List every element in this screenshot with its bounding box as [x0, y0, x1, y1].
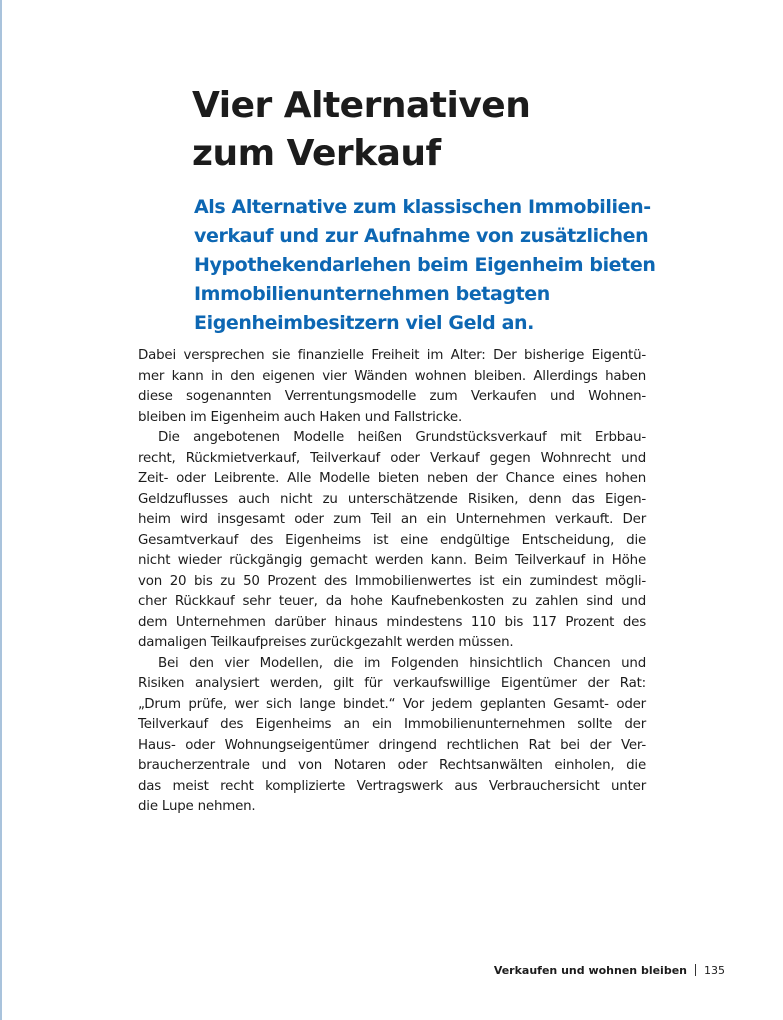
body-line: Risiken analysiert werden, gilt für verkaufswillige Eigentümer der Rat:: [138, 676, 646, 691]
lead-line: Als Alternative zum klassischen Immobilien-: [194, 196, 651, 218]
body-line: recht, Rückmietverkauf, Teilverkauf oder Verkauf gegen Wohnrecht und: [138, 450, 646, 466]
body-line: Dabei versprechen sie finanzielle Freiheit im Alter: Der bisherige Eigentü-: [138, 348, 646, 363]
body-line: „Drum prüfe, wer sich lange bindet.“ Vor jedem geplanten Gesamt- oder: [138, 696, 646, 712]
lead-line: Eigenheimbesitzern viel Geld an.: [194, 312, 534, 334]
body-line: mer kann in den eigenen vier Wänden wohnen bleiben. Allerdings haben: [138, 368, 646, 384]
footer-divider: [695, 964, 696, 976]
body-line: Die angebotenen Modelle heißen Grundstücksverkauf mit Erbbau-: [158, 430, 646, 445]
body-line: Gesamtverkauf des Eigenheims ist eine endgültige Entscheidung, die: [138, 532, 646, 548]
page-footer: [494, 964, 725, 977]
lead-line: verkauf und zur Aufnahme von zusätzlichen: [194, 225, 649, 247]
body-line: Haus- oder Wohnungseigentümer dringend rechtlichen Rat bei der Ver-: [138, 737, 646, 753]
body-line: von 20 bis zu 50 Prozent des Immobilienwertes ist ein zumindest mögli-: [138, 573, 646, 589]
body-line: das meist recht komplizierte Vertragswerk aus Verbrauchersicht unter: [138, 778, 646, 794]
page-number: 135: [704, 964, 725, 977]
body-line: heim wird insgesamt oder zum Teil an ein Unternehmen verkauft. Der: [138, 512, 646, 527]
lead-line: Hypothekendarlehen beim Eigenheim bieten: [194, 254, 656, 276]
body-line: dem Unternehmen darüber hinaus mindestens 110 bis 117 Prozent des: [138, 614, 646, 630]
body-line: Teilverkauf des Eigenheims an ein Immobilienunternehmen sollte der: [138, 717, 646, 732]
paragraph-2: [138, 428, 646, 654]
paragraph-3: [138, 654, 646, 818]
paragraph-1: [138, 346, 646, 428]
lead-paragraph: [194, 193, 664, 338]
body-line: bleiben im Eigenheim auch Haken und Fallstricke.: [138, 409, 463, 425]
body-line: Zeit- oder Leibrente. Alle Modelle bieten neben der Chance eines hohen: [138, 471, 646, 486]
page-edge-rule: [0, 0, 2, 1020]
body-line: diese sogenannten Verrentungsmodelle zum Verkaufen und Wohnen-: [138, 389, 646, 404]
body-line: nicht wieder rückgängig gemacht werden kann. Beim Teilverkauf in Höhe: [138, 553, 646, 568]
body-text: [138, 346, 646, 818]
title-line-2: zum Verkauf: [192, 133, 441, 174]
body-line: die Lupe nehmen.: [138, 799, 256, 814]
body-line: Geldzuflusses auch nicht zu unterschätzende Risiken, denn das Eigen-: [138, 491, 646, 507]
body-line: cher Rückkauf sehr teuer, da hohe Kaufnebenkosten zu zahlen sind und: [138, 594, 646, 609]
title-line-1: Vier Alternativen: [192, 85, 531, 126]
lead-line: Immobilienunternehmen betagten: [194, 283, 550, 305]
running-title: Verkaufen und wohnen bleiben: [493, 964, 687, 977]
body-line: braucherzentrale und von Notaren oder Rechtsanwälten einholen, die: [138, 758, 646, 773]
body-line: Bei den vier Modellen, die im Folgenden hinsichtlich Chancen und: [158, 655, 646, 671]
body-line: damaligen Teilkaufpreises zurückgezahlt werden müssen.: [138, 635, 514, 650]
page-title: [192, 82, 712, 178]
